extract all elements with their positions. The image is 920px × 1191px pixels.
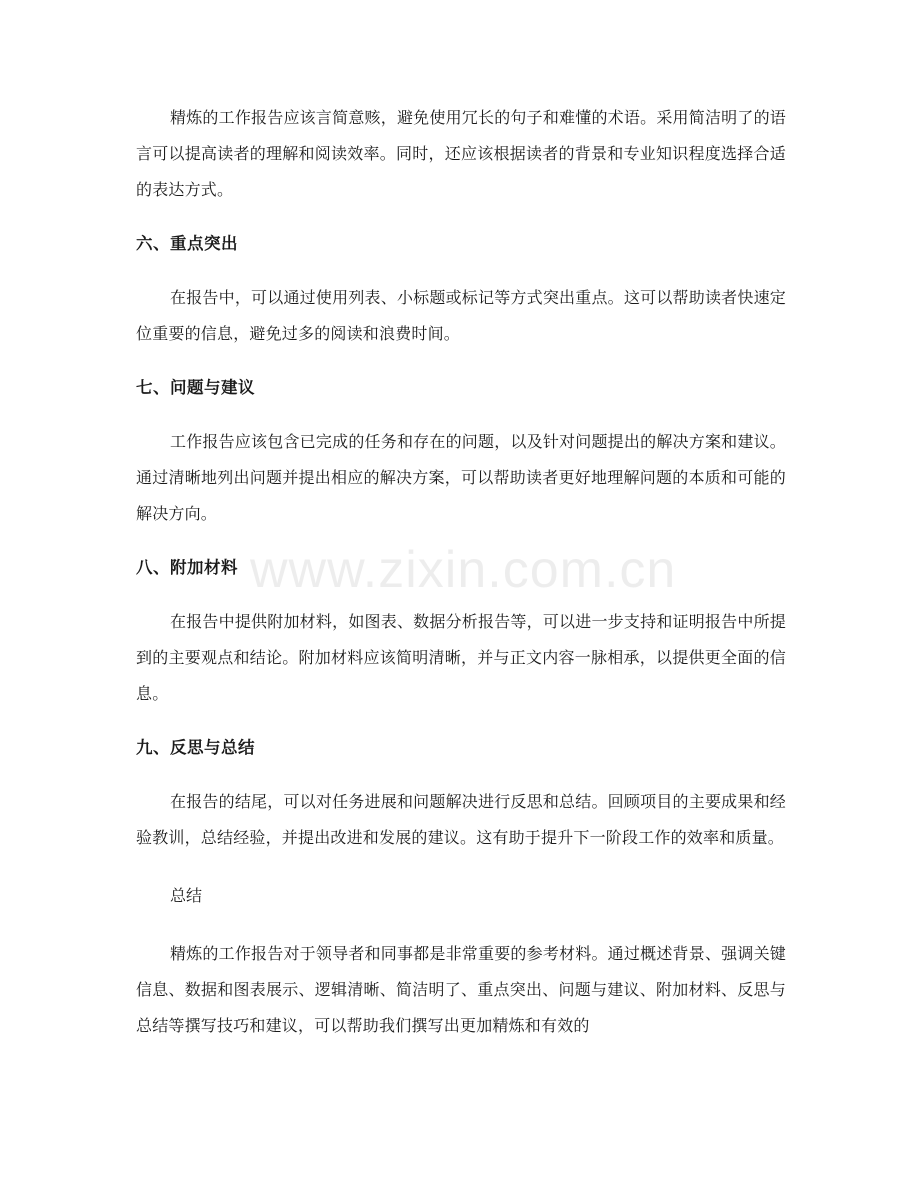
paragraph-reflection-summary: 在报告的结尾，可以对任务进展和问题解决进行反思和总结。回顾项目的主要成果和经验教训，总结经验，并提出改进和发展的建议。这有助于提升下一阶段工作的效率和质量。	[136, 792, 786, 847]
heading-highlight-key-points: 六、重点突出	[136, 234, 238, 253]
paragraph-attachments: 在报告中提供附加材料，如图表、数据分析报告等，可以进一步支持和证明报告中所提到的主要观点和结论。附加材料应该简明清晰，并与正文内容一脉相承，以提供更全面的信息。	[136, 612, 786, 703]
heading-attachments: 八、附加材料	[136, 558, 238, 577]
heading-reflection-summary: 九、反思与总结	[136, 738, 255, 757]
watermark: www.zixin.com.cn	[250, 541, 677, 599]
heading-problems-suggestions: 七、问题与建议	[136, 378, 255, 397]
paragraph-language: 精炼的工作报告应该言简意赅，避免使用冗长的句子和难懂的术语。采用简洁明了的语言可以提高读者的理解和阅读效率。同时，还应该根据读者的背景和专业知识程度选择合适的表达方式。	[136, 108, 786, 199]
paragraph-conclusion: 精炼的工作报告对于领导者和同事都是非常重要的参考材料。通过概述背景、强调关键信息、数据和图表展示、逻辑清晰、简洁明了、重点突出、问题与建议、附加材料、反思与总结等撰写技巧和建议，可以帮助我们撰写出更加精炼和有效的	[136, 944, 786, 1035]
paragraph-highlight-key-points: 在报告中，可以通过使用列表、小标题或标记等方式突出重点。这可以帮助读者快速定位重要的信息，避免过多的阅读和浪费时间。	[136, 288, 786, 343]
paragraph-problems-suggestions: 工作报告应该包含已完成的任务和存在的问题，以及针对问题提出的解决方案和建议。通过清晰地列出问题并提出相应的解决方案，可以帮助读者更好地理解问题的本质和可能的解决方向。	[136, 432, 786, 523]
summary-label: 总结	[170, 886, 203, 905]
document-body	[136, 100, 786, 1066]
